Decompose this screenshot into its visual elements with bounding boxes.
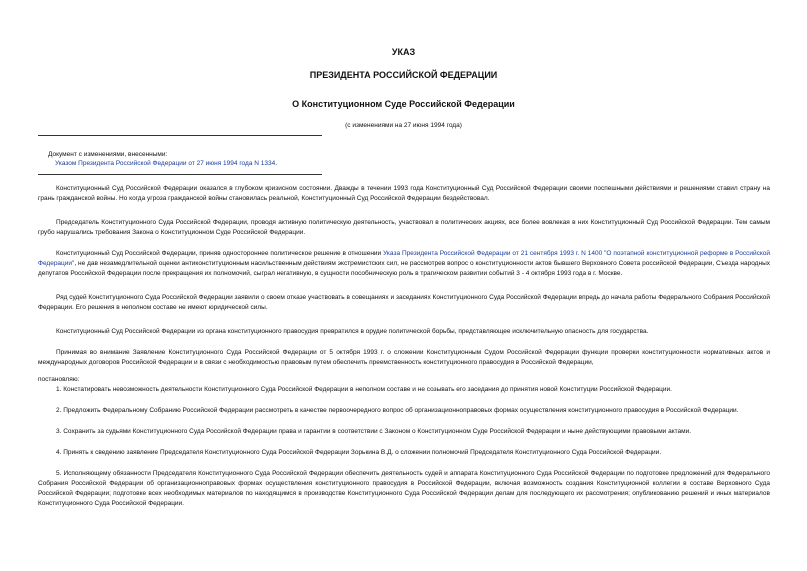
paragraph-5: Конституционный Суд Российской Федерации из органа конституционного правосудия превратился в орудие политической борьбы, представляющее исключительную опасность для государства. [56, 328, 649, 335]
resolution-word: постановляю: [38, 376, 80, 383]
amendments-block [48, 150, 277, 168]
paragraph-6: Принимая во внимание Заявление Конституционного Суда Российской Федерации от 5 октября 1993 г. о сложении Конституционным Судом Российской Федерации функции проверки конституционности нормативных актов и международных договоров Российской Федерации и в связи с необходимостью правовым путем обеспечить преемственность конституционного правосудия в Российской Федерации, [38, 349, 770, 366]
divider-top [38, 135, 322, 136]
document-title: О Конституционном Суде Российской Федерации [292, 99, 515, 109]
amendments-link-line [48, 159, 277, 168]
decree-1400-link[interactable]: Указа Президента Российской Федерации от 21 сентября 1993 г. N 1400 "О поэтапной конституционной реформе в Российской Федерации" [38, 250, 770, 267]
amendments-link-suffix: . [275, 160, 278, 167]
item-4: 4. Принять к сведению заявление Председателя Конституционного Суда Российской Федерации Зорькина В.Д. о сложении полномочий Председателя Конституционного Суда Российской Федерации. [56, 449, 662, 456]
document-type-heading: УКАЗ [391, 47, 416, 57]
paragraph-4: Ряд судей Конституционного Суда Российской Федерации заявили о своем отказе участвовать в совещаниях и заседаниях Конституционного Суда Российской Федерации впредь до начала работы Федерального Собрания Российской Федерации. Его решения в неполном составе не имеют юридической силы. [38, 294, 770, 311]
item-3: 3. Сохранить за судьями Конституционного Суда Российской Федерации права и гарантии в соответствии с Законом о Конституционном Суде Российской Федерации и ныне действующими правовыми актами. [56, 428, 692, 435]
paragraph-3-text-before: Конституционный Суд Российской Федерации, приняв одностороннее политическое решение в отношении [56, 250, 384, 257]
issuer-heading: ПРЕЗИДЕНТА РОССИЙСКОЙ ФЕДЕРАЦИИ [309, 70, 498, 80]
amendments-label: Документ с изменениями, внесенными: [48, 151, 168, 158]
amending-decree-link[interactable]: Указом Президента Российской Федерации от 27 июня 1994 года N 1334 [55, 160, 276, 167]
paragraph-3-text-after: , не дав незамедлительной оценки антиконституционным насильственным действиям экстремистских сил, не рассмотрев вопрос о конституционности актов бывшего Верховного Совета российской Федерации, Съезда народных депутатов Российской Федерации после прекращения их полномочий, сыграл негативную, в сущности пособническую роль в трагическом развитии событий 3 - 4 октября 1993 года в г. Москве. [38, 260, 770, 277]
divider-bottom [38, 174, 322, 175]
amendments-note: (с изменениями на 27 июня 1994 года) [345, 122, 462, 129]
item-2: 2. Предложить Федеральному Собранию Российской Федерации рассмотреть в качестве первоочередного вопрос об организационноправовых формах осуществления конституционного правосудия в Российской Федерации. [56, 407, 739, 414]
item-1: 1. Констатировать невозможность деятельности Конституционного Суда Российской Федерации в неполном составе и не созывать его заседания до принятия новой Конституции Российской Федерации. [56, 386, 672, 393]
paragraph-2: Председатель Конституционного Суда Российской Федерации, проводя активную политическую деятельность, участвовал в политических акциях, все более вовлекая в них Конституционный Суд Российской Федерации. Тем самым грубо нарушались требования Закона о Конституционном Суде Российской Федерации. [38, 219, 770, 236]
paragraph-1: Конституционный Суд Российской Федерации оказался в глубоком кризисном состоянии. Дважды в течении 1993 года Конституционный Суд Российской Федерации своими поспешными действиями и решениями ставил страну на грань гражданской войны. Но когда угроза гражданской войны становилась реальной, Конституционный Суд Российской Федерации бездействовал. [38, 185, 770, 202]
paragraph-3 [38, 249, 770, 279]
item-5: 5. Исполняющему обязанности Председателя Конституционного Суда Российской Федерации обеспечить деятельность судей и аппарата Конституционного Суда Российской Федерации по подготовке предложений для Федерального Собрания Российской Федерации об организационноправовых формах осуществления конституционного правосудия в Российской Федерации, включая возможность создания Конституционной коллегии в составе Верховного Суда Российской Федерации; подготовке всех необходимых материалов по находящимся в производстве Конституционного Суда Российской Федерации делам для последующего их рассмотрения; опубликованию решений и иных материалов Конституционного Суда Российской Федерации. [38, 470, 770, 507]
document-body [38, 184, 770, 509]
